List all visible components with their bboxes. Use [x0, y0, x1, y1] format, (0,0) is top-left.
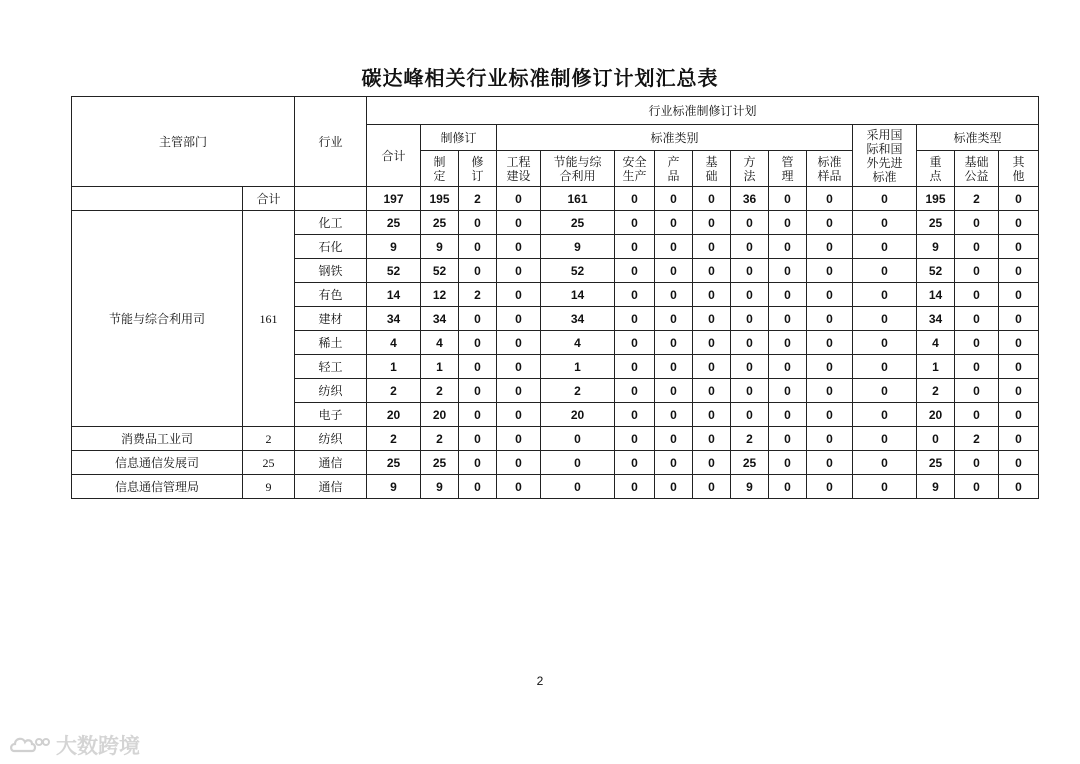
header-method: 方 法	[731, 151, 769, 187]
industry-cell: 纺织	[295, 379, 367, 403]
value-cell: 0	[853, 235, 917, 259]
value-cell: 25	[367, 211, 421, 235]
value-cell: 0	[807, 211, 853, 235]
value-cell: 0	[807, 187, 853, 211]
value-cell: 0	[497, 307, 541, 331]
value-cell: 0	[769, 235, 807, 259]
value-cell: 0	[807, 403, 853, 427]
value-cell: 0	[615, 379, 655, 403]
value-cell: 0	[615, 187, 655, 211]
value-cell: 0	[615, 475, 655, 499]
value-cell: 9	[917, 235, 955, 259]
value-cell: 0	[615, 331, 655, 355]
value-cell: 2	[367, 379, 421, 403]
value-cell: 20	[367, 403, 421, 427]
value-cell: 2	[459, 187, 497, 211]
value-cell: 0	[497, 427, 541, 451]
industry-cell: 钢铁	[295, 259, 367, 283]
value-cell: 0	[693, 283, 731, 307]
value-cell: 0	[769, 283, 807, 307]
header-dept: 主管部门	[72, 97, 295, 187]
value-cell: 0	[769, 259, 807, 283]
value-cell: 1	[367, 355, 421, 379]
header-sample: 标准 样品	[807, 151, 853, 187]
value-cell: 0	[693, 331, 731, 355]
value-cell: 0	[769, 475, 807, 499]
header-industry: 行业	[295, 97, 367, 187]
value-cell: 0	[497, 211, 541, 235]
value-cell: 0	[655, 187, 693, 211]
value-cell: 14	[367, 283, 421, 307]
empty-cell	[295, 187, 367, 211]
value-cell: 52	[541, 259, 615, 283]
value-cell: 0	[955, 211, 999, 235]
value-cell: 34	[421, 307, 459, 331]
header-type: 标准类型	[917, 125, 1039, 151]
value-cell: 0	[655, 283, 693, 307]
page-number: 2	[536, 674, 544, 688]
value-cell: 0	[853, 379, 917, 403]
header-energy: 节能与综 合利用	[541, 151, 615, 187]
value-cell: 0	[497, 187, 541, 211]
value-cell: 52	[367, 259, 421, 283]
empty-cell	[72, 187, 243, 211]
value-cell: 0	[731, 211, 769, 235]
value-cell: 0	[459, 355, 497, 379]
watermark	[8, 730, 140, 760]
value-cell: 0	[769, 427, 807, 451]
value-cell: 4	[541, 331, 615, 355]
value-cell: 0	[459, 235, 497, 259]
value-cell: 0	[497, 331, 541, 355]
value-cell: 14	[541, 283, 615, 307]
value-cell: 0	[807, 307, 853, 331]
value-cell: 0	[731, 283, 769, 307]
value-cell: 0	[853, 451, 917, 475]
industry-cell: 纺织	[295, 427, 367, 451]
value-cell: 0	[999, 427, 1039, 451]
value-cell: 2	[955, 187, 999, 211]
value-cell: 0	[655, 307, 693, 331]
value-cell: 161	[541, 187, 615, 211]
value-cell: 0	[459, 307, 497, 331]
value-cell: 34	[367, 307, 421, 331]
value-cell: 195	[917, 187, 955, 211]
dept-cell: 信息通信管理局	[72, 475, 243, 499]
value-cell: 0	[615, 259, 655, 283]
value-cell: 0	[769, 451, 807, 475]
header-revise: 制修订	[421, 125, 497, 151]
table-row	[72, 427, 1039, 451]
value-cell: 34	[917, 307, 955, 331]
industry-cell: 通信	[295, 451, 367, 475]
value-cell: 0	[955, 355, 999, 379]
table-row	[72, 211, 1039, 235]
table-row	[72, 475, 1039, 499]
value-cell: 0	[615, 427, 655, 451]
value-cell: 0	[497, 259, 541, 283]
header-manage: 管 理	[769, 151, 807, 187]
table-row	[72, 451, 1039, 475]
value-cell: 0	[853, 475, 917, 499]
value-cell: 0	[999, 355, 1039, 379]
value-cell: 0	[807, 283, 853, 307]
value-cell: 0	[955, 379, 999, 403]
value-cell: 0	[655, 259, 693, 283]
total-label: 合计	[243, 187, 295, 211]
value-cell: 20	[421, 403, 459, 427]
value-cell: 0	[693, 211, 731, 235]
watermark-text: 大数跨境	[56, 734, 140, 758]
value-cell: 0	[853, 259, 917, 283]
value-cell: 0	[731, 379, 769, 403]
header-intl: 采用国 际和国 外先进 标准	[853, 125, 917, 187]
value-cell: 0	[541, 475, 615, 499]
dept-count-cell: 2	[243, 427, 295, 451]
value-cell: 4	[421, 331, 459, 355]
cloud-logo-icon	[8, 733, 52, 757]
value-cell: 25	[731, 451, 769, 475]
value-cell: 25	[917, 451, 955, 475]
table-row-total	[72, 187, 1039, 211]
document-title: 碳达峰相关行业标准制修订计划汇总表	[361, 66, 719, 90]
value-cell: 2	[421, 427, 459, 451]
value-cell: 0	[853, 307, 917, 331]
value-cell: 0	[999, 379, 1039, 403]
value-cell: 0	[807, 427, 853, 451]
value-cell: 0	[807, 331, 853, 355]
value-cell: 12	[421, 283, 459, 307]
header-total: 合计	[367, 125, 421, 187]
dept-cell: 节能与综合利用司	[72, 211, 243, 427]
value-cell: 0	[693, 475, 731, 499]
value-cell: 0	[655, 235, 693, 259]
value-cell: 9	[367, 235, 421, 259]
value-cell: 0	[769, 379, 807, 403]
value-cell: 0	[955, 331, 999, 355]
value-cell: 0	[731, 235, 769, 259]
value-cell: 0	[459, 259, 497, 283]
value-cell: 2	[367, 427, 421, 451]
industry-cell: 电子	[295, 403, 367, 427]
industry-cell: 有色	[295, 283, 367, 307]
value-cell: 0	[497, 379, 541, 403]
value-cell: 1	[541, 355, 615, 379]
value-cell: 0	[693, 427, 731, 451]
value-cell: 0	[497, 355, 541, 379]
value-cell: 2	[421, 379, 459, 403]
value-cell: 0	[999, 331, 1039, 355]
value-cell: 0	[955, 451, 999, 475]
value-cell: 0	[615, 235, 655, 259]
industry-cell: 化工	[295, 211, 367, 235]
industry-cell: 石化	[295, 235, 367, 259]
value-cell: 0	[459, 331, 497, 355]
value-cell: 0	[769, 331, 807, 355]
value-cell: 0	[955, 283, 999, 307]
header-amend: 修 订	[459, 151, 497, 187]
value-cell: 0	[497, 403, 541, 427]
value-cell: 0	[853, 355, 917, 379]
dept-count-cell: 161	[243, 211, 295, 427]
value-cell: 25	[367, 451, 421, 475]
value-cell: 9	[917, 475, 955, 499]
value-cell: 0	[655, 355, 693, 379]
industry-cell: 稀土	[295, 331, 367, 355]
value-cell: 34	[541, 307, 615, 331]
value-cell: 0	[853, 427, 917, 451]
value-cell: 0	[807, 379, 853, 403]
value-cell: 9	[421, 235, 459, 259]
value-cell: 4	[917, 331, 955, 355]
value-cell: 0	[693, 235, 731, 259]
value-cell: 1	[421, 355, 459, 379]
header-plan: 行业标准制修订计划	[367, 97, 1039, 125]
value-cell: 4	[367, 331, 421, 355]
value-cell: 0	[615, 451, 655, 475]
value-cell: 0	[999, 211, 1039, 235]
dept-cell: 消费品工业司	[72, 427, 243, 451]
value-cell: 0	[955, 307, 999, 331]
value-cell: 25	[421, 451, 459, 475]
value-cell: 0	[807, 451, 853, 475]
value-cell: 197	[367, 187, 421, 211]
value-cell: 0	[615, 307, 655, 331]
value-cell: 0	[999, 451, 1039, 475]
value-cell: 0	[955, 403, 999, 427]
value-cell: 0	[999, 235, 1039, 259]
header-product: 产 品	[655, 151, 693, 187]
header-category: 标准类别	[497, 125, 853, 151]
header-public: 基础 公益	[955, 151, 999, 187]
value-cell: 0	[731, 355, 769, 379]
value-cell: 0	[731, 259, 769, 283]
value-cell: 20	[541, 403, 615, 427]
value-cell: 0	[955, 475, 999, 499]
value-cell: 0	[999, 307, 1039, 331]
value-cell: 9	[367, 475, 421, 499]
value-cell: 0	[541, 427, 615, 451]
value-cell: 2	[459, 283, 497, 307]
value-cell: 0	[999, 187, 1039, 211]
value-cell: 0	[497, 475, 541, 499]
value-cell: 0	[615, 283, 655, 307]
industry-cell: 建材	[295, 307, 367, 331]
value-cell: 0	[693, 187, 731, 211]
value-cell: 0	[999, 403, 1039, 427]
value-cell: 0	[497, 283, 541, 307]
value-cell: 0	[693, 355, 731, 379]
value-cell: 0	[459, 451, 497, 475]
dept-cell: 信息通信发展司	[72, 451, 243, 475]
value-cell: 0	[655, 403, 693, 427]
industry-cell: 轻工	[295, 355, 367, 379]
value-cell: 25	[917, 211, 955, 235]
value-cell: 0	[459, 211, 497, 235]
value-cell: 0	[497, 451, 541, 475]
value-cell: 36	[731, 187, 769, 211]
value-cell: 0	[853, 403, 917, 427]
value-cell: 0	[853, 283, 917, 307]
value-cell: 52	[917, 259, 955, 283]
value-cell: 0	[655, 379, 693, 403]
value-cell: 9	[541, 235, 615, 259]
value-cell: 0	[731, 331, 769, 355]
value-cell: 0	[459, 379, 497, 403]
dept-count-cell: 9	[243, 475, 295, 499]
value-cell: 9	[731, 475, 769, 499]
value-cell: 14	[917, 283, 955, 307]
value-cell: 0	[917, 427, 955, 451]
value-cell: 0	[615, 355, 655, 379]
value-cell: 0	[769, 187, 807, 211]
header-make: 制 定	[421, 151, 459, 187]
value-cell: 0	[999, 259, 1039, 283]
value-cell: 0	[769, 355, 807, 379]
standards-summary-table	[71, 96, 1039, 499]
value-cell: 0	[853, 187, 917, 211]
value-cell: 0	[769, 211, 807, 235]
value-cell: 25	[541, 211, 615, 235]
value-cell: 9	[421, 475, 459, 499]
value-cell: 0	[655, 331, 693, 355]
value-cell: 0	[807, 259, 853, 283]
value-cell: 1	[917, 355, 955, 379]
value-cell: 2	[917, 379, 955, 403]
industry-cell: 通信	[295, 475, 367, 499]
header-safety: 安全 生产	[615, 151, 655, 187]
value-cell: 2	[731, 427, 769, 451]
value-cell: 0	[497, 235, 541, 259]
value-cell: 0	[459, 475, 497, 499]
value-cell: 0	[459, 427, 497, 451]
value-cell: 0	[615, 211, 655, 235]
value-cell: 0	[955, 235, 999, 259]
value-cell: 2	[955, 427, 999, 451]
value-cell: 0	[999, 283, 1039, 307]
value-cell: 0	[541, 451, 615, 475]
value-cell: 0	[693, 451, 731, 475]
dept-count-cell: 25	[243, 451, 295, 475]
value-cell: 0	[693, 259, 731, 283]
value-cell: 0	[769, 403, 807, 427]
value-cell: 0	[999, 475, 1039, 499]
value-cell: 0	[655, 211, 693, 235]
value-cell: 0	[731, 307, 769, 331]
value-cell: 0	[955, 259, 999, 283]
value-cell: 0	[731, 403, 769, 427]
value-cell: 0	[693, 307, 731, 331]
value-cell: 2	[541, 379, 615, 403]
value-cell: 0	[615, 403, 655, 427]
value-cell: 0	[693, 379, 731, 403]
value-cell: 0	[769, 307, 807, 331]
value-cell: 0	[853, 211, 917, 235]
value-cell: 0	[807, 235, 853, 259]
value-cell: 0	[693, 403, 731, 427]
value-cell: 0	[807, 475, 853, 499]
value-cell: 0	[807, 355, 853, 379]
value-cell: 195	[421, 187, 459, 211]
header-eng: 工程 建设	[497, 151, 541, 187]
value-cell: 25	[421, 211, 459, 235]
value-cell: 0	[853, 331, 917, 355]
header-basic: 基 础	[693, 151, 731, 187]
value-cell: 52	[421, 259, 459, 283]
value-cell: 0	[655, 475, 693, 499]
value-cell: 0	[459, 403, 497, 427]
value-cell: 0	[655, 427, 693, 451]
header-key: 重 点	[917, 151, 955, 187]
value-cell: 0	[655, 451, 693, 475]
header-other: 其 他	[999, 151, 1039, 187]
value-cell: 20	[917, 403, 955, 427]
